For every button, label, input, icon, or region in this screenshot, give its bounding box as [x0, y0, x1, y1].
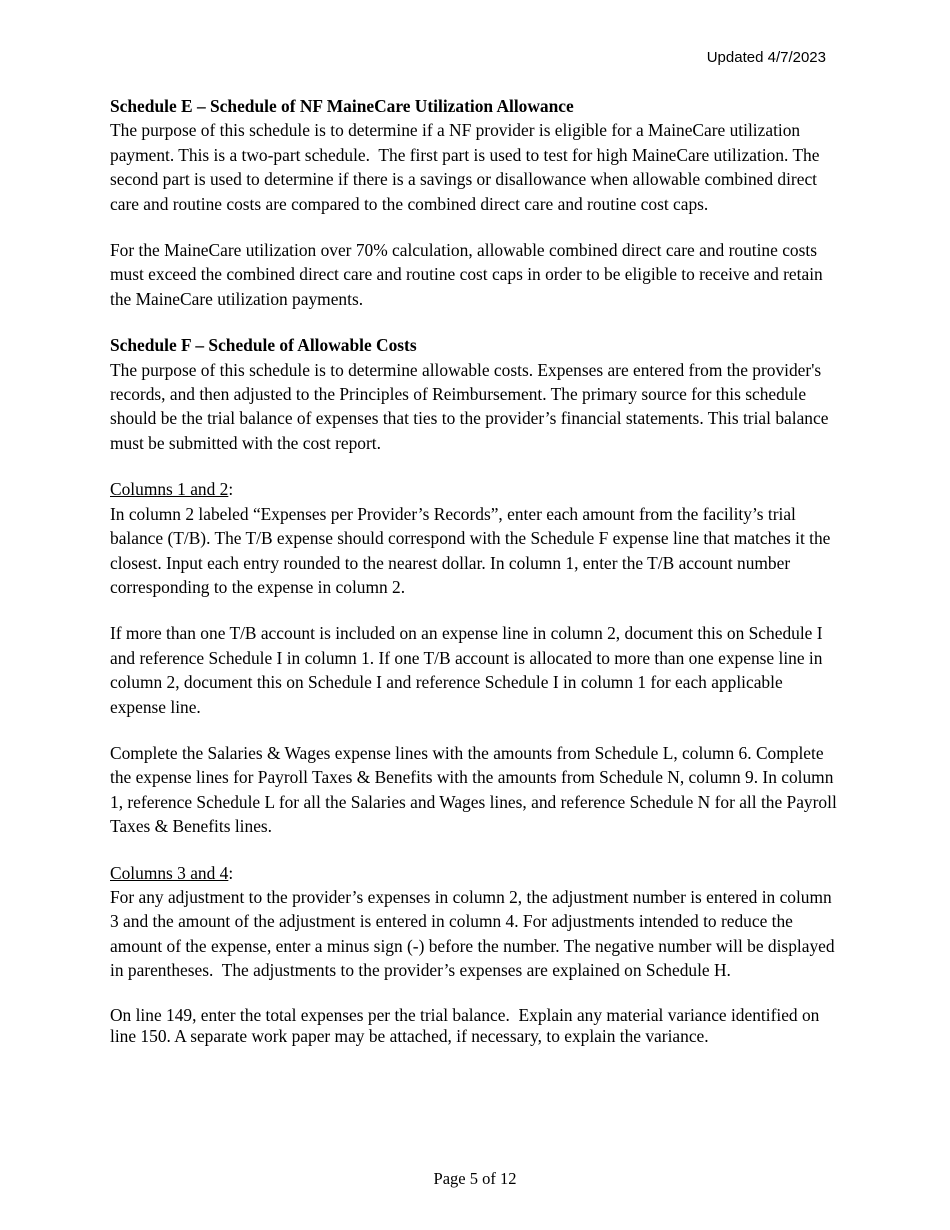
- columns-3-4-paragraph-1: For any adjustment to the provider’s expenses in column 2, the adjustment number is entered in column 3 and the amount of the adjustment is entered in column 4. For adjustments intended to reduce the amount of the expense, enter a minus sign (-) before the number. The negative number will be displayed in parentheses. The adjustments to the provider’s expenses are explained on Schedule H.: [110, 886, 835, 981]
- page-number: Page 5 of 12: [433, 1169, 517, 1188]
- columns-3-4-subheading: Columns 3 and 4:: [110, 862, 234, 883]
- updated-date: Updated 4/7/2023: [706, 49, 826, 66]
- schedule-f-heading: Schedule F – Schedule of Allowable Costs: [110, 335, 417, 356]
- columns-1-2-paragraph-2: If more than one T/B account is included on an expense line in column 2, document this on Schedule I and reference Schedule I in column 1. If one T/B account is allocated to more than one expense line in column 2, document this on Schedule I and reference Schedule I in column 1 for each applicable expense line.: [110, 623, 823, 717]
- columns-1-2-subheading: Columns 1 and 2:: [110, 479, 234, 500]
- schedule-e-heading: Schedule E – Schedule of NF MaineCare Utilization Allowance: [110, 96, 574, 116]
- schedule-f-paragraph-1: The purpose of this schedule is to determine allowable costs. Expenses are entered from the provider's records, and then adjusted to the Principles of Reimbursement. The primary source for this schedule should be the trial balance of expenses that ties to the provider’s financial statements. This trial balance must be submitted with the cost report.: [110, 359, 829, 453]
- schedule-e-paragraph-2: For the MaineCare utilization over 70% calculation, allowable combined direct care and routine costs must exceed the combined direct care and routine cost caps in order to be eligible to receive and retain the MaineCare utilization payments.: [110, 240, 823, 309]
- columns-3-4-label: Columns 3 and 4: [110, 862, 229, 883]
- columns-1-2-paragraph-1: In column 2 labeled “Expenses per Provider’s Records”, enter each amount from the facility’s trial balance (T/B). The T/B expense should correspond with the Schedule F expense line that matches it the closest. Input each entry rounded to the nearest dollar. In column 1, enter the T/B account number corresponding to the expense in column 2.: [110, 503, 831, 597]
- schedule-e-paragraph-1: The purpose of this schedule is to determine if a NF provider is eligible for a MaineCare utilization payment. This is a two-part schedule. The first part is used to test for high MaineCare utilization. The second part is used to determine if there is a savings or disallowance when allowable combined direct care and routine costs are compared to the combined direct care and routine cost caps.: [110, 120, 820, 214]
- line-149-paragraph: On line 149, enter the total expenses per the trial balance. Explain any material variance identified on line 150. A separate work paper may be attached, if necessary, to explain the variance.: [110, 1004, 820, 1046]
- columns-1-2-label: Columns 1 and 2: [110, 479, 229, 500]
- columns-1-2-paragraph-3: Complete the Salaries & Wages expense lines with the amounts from Schedule L, column 6. Complete the expense lines for Payroll Taxes & Benefits with the amounts from Schedule N, column 9. In column 1, reference Schedule L for all the Salaries and Wages lines, and reference Schedule N for all the Payroll Taxes & Benefits lines.: [110, 742, 837, 837]
- page-content: [110, 94, 838, 1047]
